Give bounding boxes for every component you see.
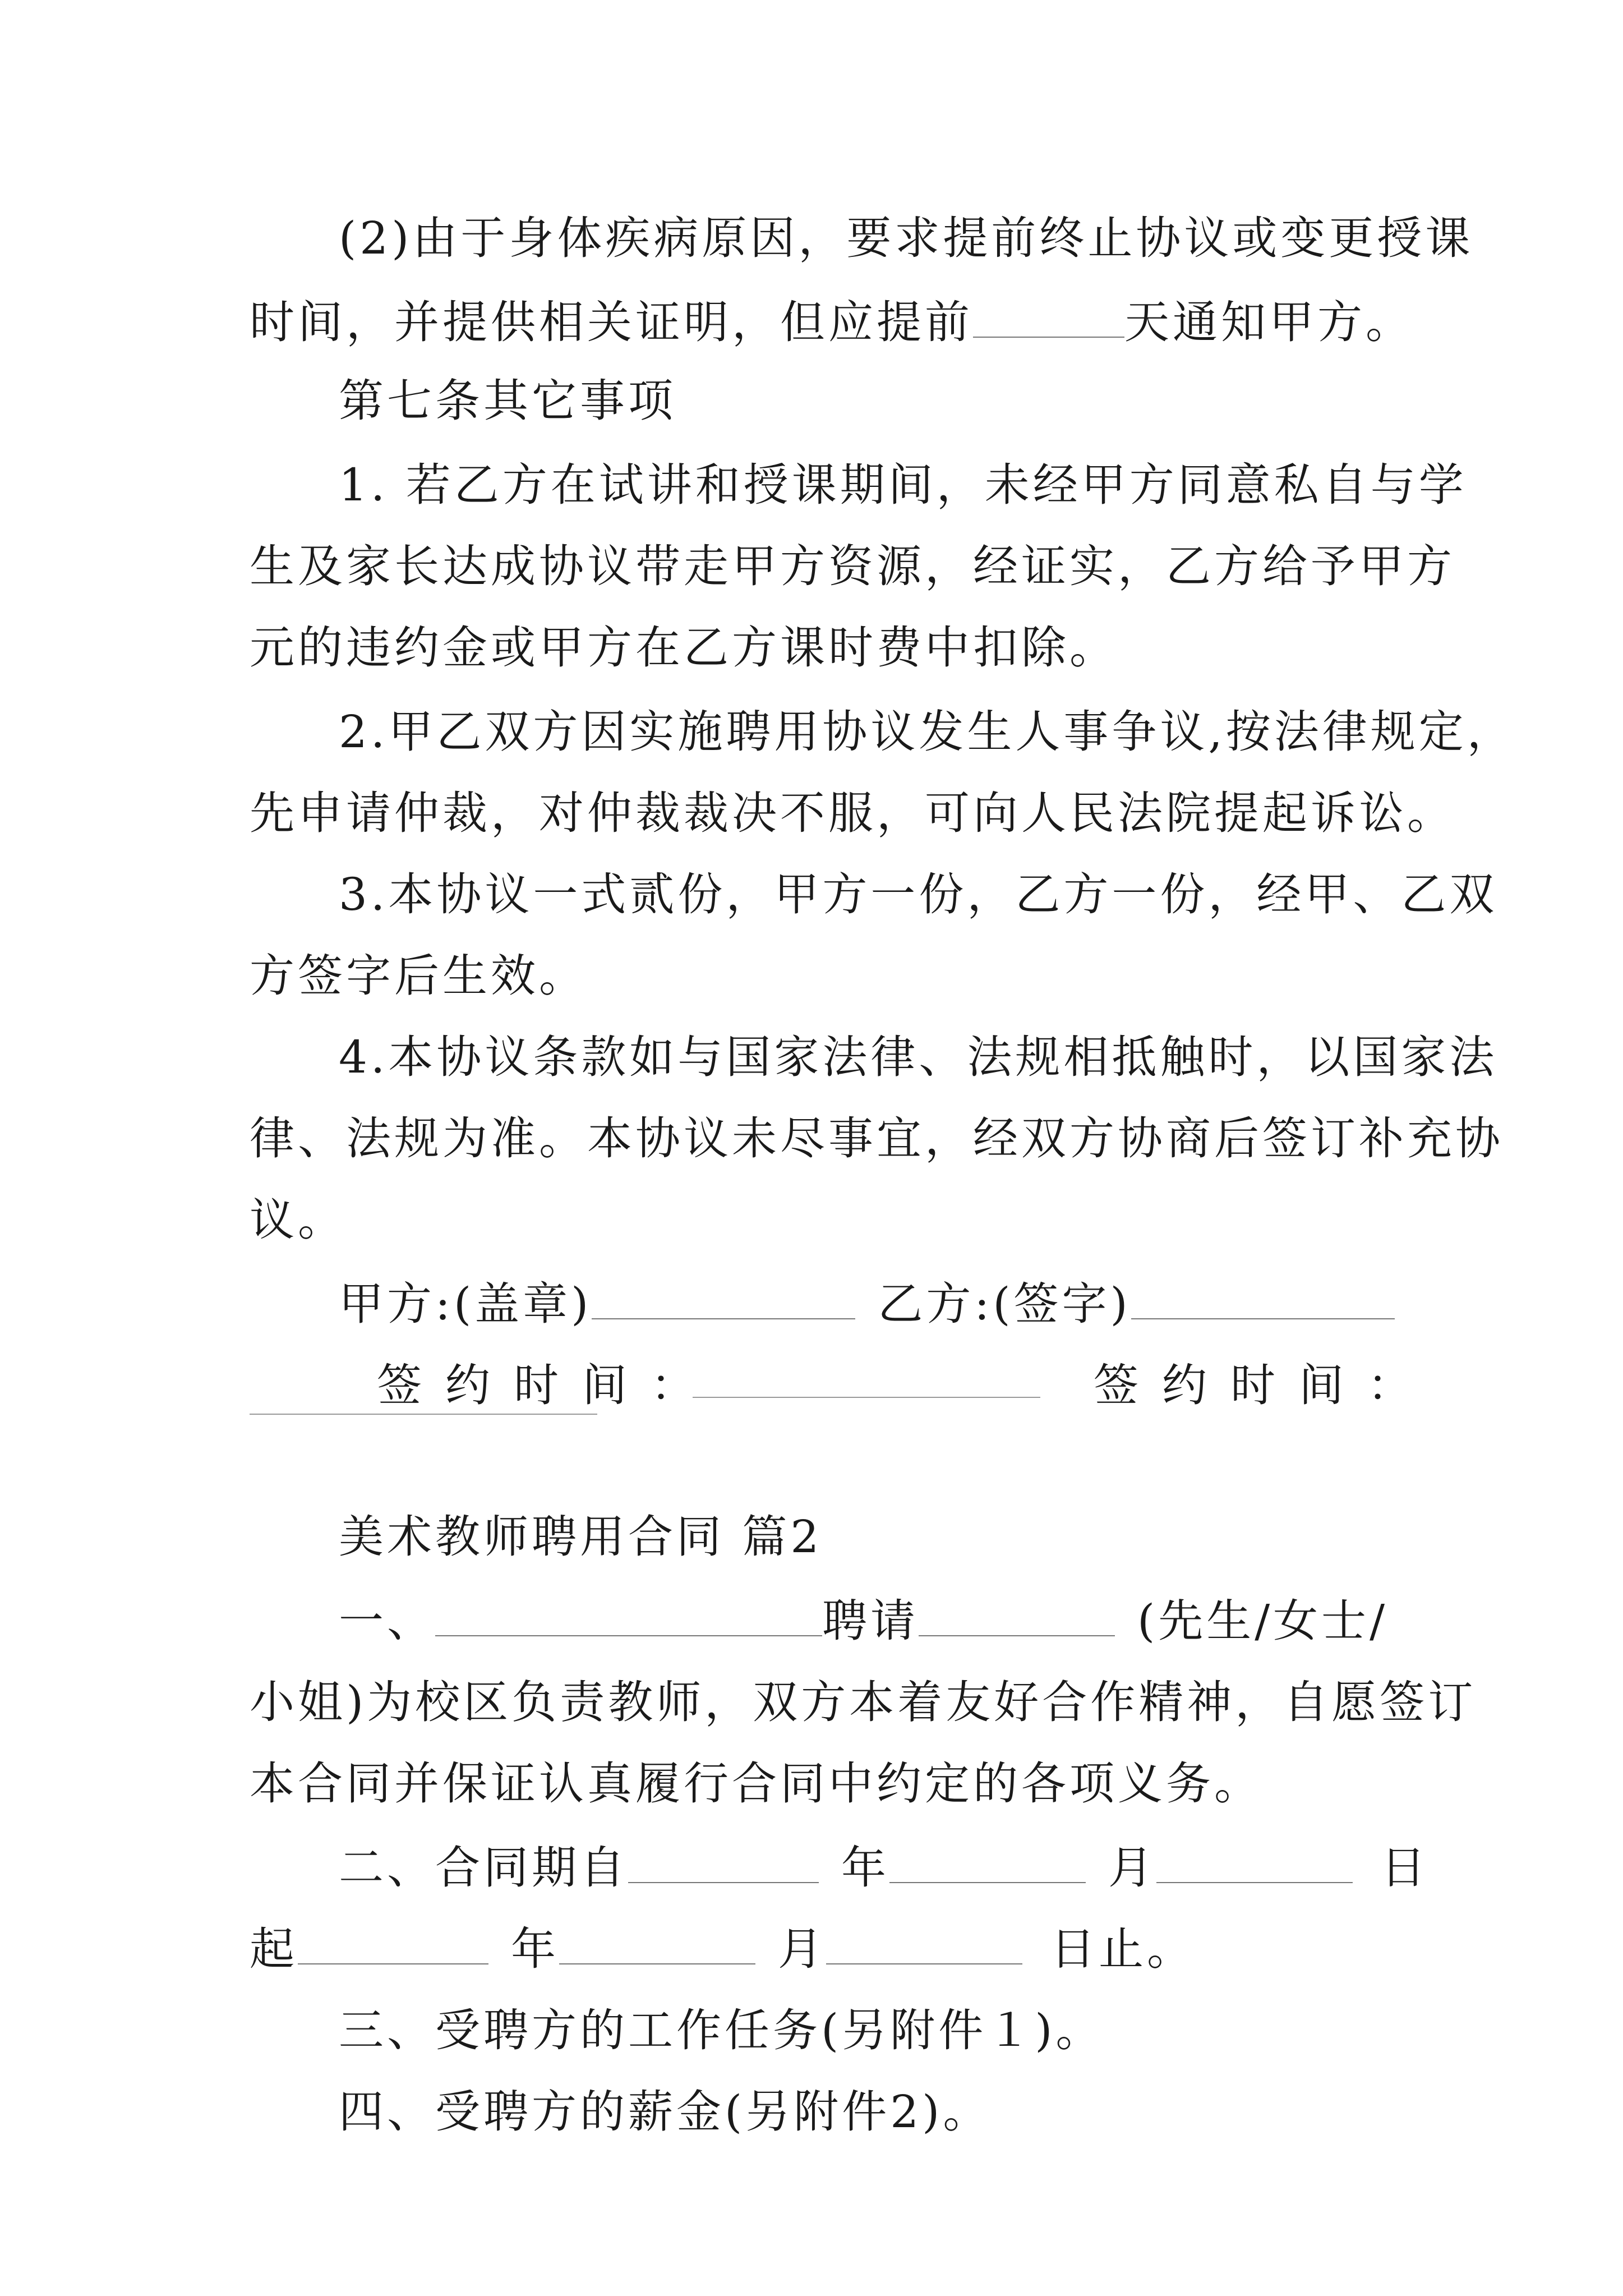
text-segment: 聘请 (822, 1595, 919, 1647)
blank-line (919, 1635, 1115, 1636)
paragraph-line: (2)由于身体疾病原因，要求提前终止协议或变更授课 (339, 212, 1474, 264)
blank-line (826, 1963, 1022, 1964)
text-segment: 起 (250, 1923, 298, 1975)
party-a-label: 甲方:(盖章) (339, 1278, 592, 1330)
blank-line (1156, 1881, 1353, 1883)
blank-line (298, 1963, 488, 1964)
blank-line (628, 1881, 819, 1883)
paragraph-line: 方签字后生效。 (250, 950, 587, 1002)
article-heading: 第七条其它事项 (339, 375, 676, 427)
section-title: 美术教师聘用合同 篇2 (339, 1511, 823, 1563)
paragraph-line: 三、受聘方的工作任务(另附件１)。 (339, 2004, 1104, 2056)
text-segment: 天通知甲方。 (1124, 296, 1414, 348)
paragraph-line: 小姐)为校区负责教师，双方本着友好合作精神，自愿签订 (250, 1676, 1477, 1728)
text-segment: 年 (841, 1842, 889, 1894)
paragraph-line: 4.本协议条款如与国家法律、法规相抵触时，以国家法 (339, 1031, 1498, 1083)
blank-line (973, 336, 1124, 338)
paragraph-line: 元的违约金或甲方在乙方课时费中扣除。 (250, 622, 1118, 674)
paragraph-line: 生及家长达成协议带走甲方资源，经证实，乙方给予甲方 (250, 540, 1455, 592)
text-segment: 月 (778, 1923, 826, 1975)
blank-line (559, 1963, 755, 1964)
paragraph-line: 四、受聘方的薪金(另附件2)。 (339, 2086, 992, 2138)
signature-line (339, 1262, 1395, 1346)
paragraph-line (339, 1579, 1388, 1663)
blank-line (435, 1635, 822, 1636)
paragraph-line: 本合同并保证认真履行合同中约定的各项义务。 (250, 1757, 1262, 1810)
text-segment: 日 (1381, 1842, 1429, 1894)
paragraph-line (339, 1826, 1429, 1910)
text-segment: (先生/女士/ (1137, 1595, 1389, 1647)
paragraph-line: 1. 若乙方在试讲和授课期间，未经甲方同意私自与学 (339, 459, 1467, 511)
sign-date-label-b: 签约时间： (1094, 1359, 1436, 1411)
text-segment: 时间，并提供相关证明，但应提前 (250, 296, 973, 348)
party-b-label: 乙方:(签字) (878, 1278, 1131, 1330)
blank-line (889, 1881, 1086, 1883)
blank-line (1131, 1318, 1395, 1319)
paragraph-line (250, 1907, 1195, 1991)
blank-line (250, 1414, 597, 1415)
blank-line (693, 1397, 1040, 1398)
sign-date-label-a: 签约时间： (377, 1359, 719, 1411)
paragraph-line: 先申请仲裁，对仲裁裁决不服，可向人民法院提起诉讼。 (250, 787, 1455, 839)
text-segment: 年 (511, 1923, 559, 1975)
paragraph-line: 2.甲乙双方因实施聘用协议发生人事争议,按法律规定， (339, 706, 1515, 758)
blank-line (592, 1318, 855, 1319)
paragraph-line: 议。 (250, 1194, 346, 1246)
text-segment: 二、合同期自 (339, 1842, 628, 1894)
paragraph-line: 律、法规为准。本协议未尽事宜，经双方协商后签订补充协 (250, 1112, 1504, 1165)
text-segment: 一、 (339, 1595, 435, 1647)
text-segment: 日止。 (1050, 1923, 1195, 1975)
paragraph-line: 3.本协议一式贰份，甲方一份，乙方一份，经甲、乙双 (339, 868, 1498, 921)
paragraph-line (250, 280, 1414, 365)
text-segment: 月 (1108, 1842, 1156, 1894)
